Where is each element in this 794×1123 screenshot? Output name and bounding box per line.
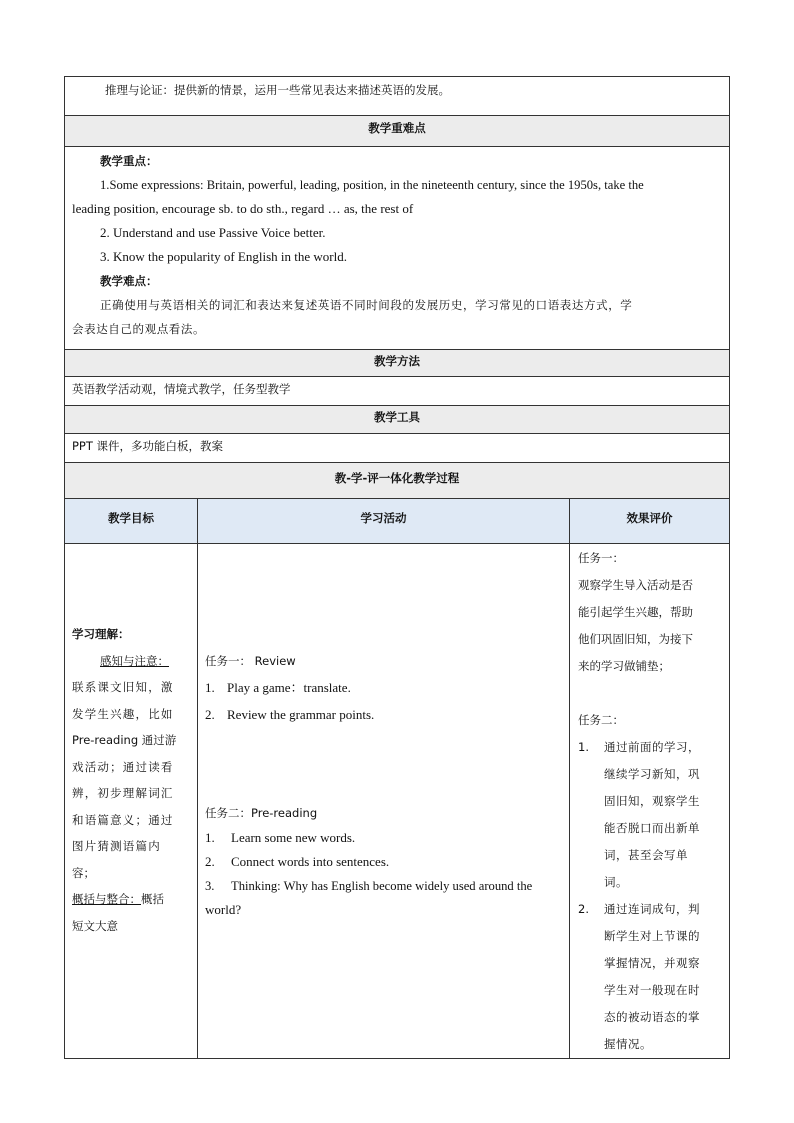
eval-task2-title: 任务二： [578, 713, 624, 727]
evaluation-cell [570, 544, 729, 1058]
goals-subtitle-2-line: 概括与整合：概括 [72, 892, 164, 906]
task2-item-2: 2. Connect words into sentences. [205, 854, 390, 869]
task2-item-3: 3. Thinking: Why has English become widely used around the [205, 879, 533, 893]
key-point-3: 3. Know the popularity of English in the world. [100, 249, 347, 264]
tools-title: 教学工具 [374, 410, 420, 424]
goals-line: 戏活动；通过读看 [72, 759, 174, 774]
goals-last-line: 短文大意 [72, 918, 118, 933]
task2-item-3-tail: world? [205, 902, 242, 917]
process-body [64, 544, 730, 1059]
tools-header [64, 406, 730, 434]
task1-item-2: 2. Review the grammar points. [205, 707, 375, 722]
header-evaluation: 效果评价 [570, 499, 729, 543]
task2-item-1: 1. Learn some new words. [205, 830, 356, 845]
difficult-text-1: 正确使用与英语相关的词汇和表达来复述英语不同时间段的发展历史，学习常见的口语表达方式，学 [100, 298, 633, 312]
goals-line: 容； [72, 865, 95, 880]
tools-text: PPT 课件，多功能白板，教案 [72, 439, 224, 453]
goals-line: 和语篇意义；通过 [72, 812, 174, 827]
activities-cell [198, 544, 570, 1058]
process-header [64, 463, 730, 499]
task1-title: 任务一： Review [205, 654, 296, 668]
tools-content [64, 434, 730, 463]
key-points-label: 教学重点： [100, 154, 158, 168]
key-difficult-content [64, 147, 730, 350]
difficult-points-label: 教学难点： [100, 274, 158, 288]
goals-line: 图片猜测语篇内 [72, 839, 161, 853]
task2-title: 任务二：Pre-reading [205, 806, 318, 820]
goals-cell [65, 544, 198, 1058]
reasoning-row [64, 76, 730, 116]
header-activities: 学习活动 [198, 499, 570, 543]
key-difficult-header [64, 116, 730, 147]
process-column-headers [64, 499, 730, 544]
goals-title: 学习理解： [72, 627, 130, 641]
method-header [64, 350, 730, 377]
header-goals: 教学目标 [65, 499, 198, 543]
eval-line: 观察学生导入活动是否 [578, 578, 693, 592]
key-point-2: 2. Understand and use Passive Voice better. [100, 225, 326, 240]
method-content [64, 377, 730, 406]
goals-line: Pre-reading 通过游 [72, 733, 177, 747]
difficult-text-2: 会表达自己的观点看法。 [72, 322, 206, 336]
reasoning-text: 推理与论证：提供新的情景，运用一些常见表达来描述英语的发展。 [105, 83, 450, 97]
goals-line: 辨，初步理解词汇 [72, 786, 174, 800]
key-difficult-title: 教学重难点 [368, 121, 426, 135]
lesson-plan-table [64, 76, 730, 1059]
eval-task1-title: 任务一： [578, 551, 624, 565]
eval-line: 能引起学生兴趣，帮助 [578, 605, 693, 619]
goals-subtitle-1: 感知与注意： [100, 653, 169, 668]
key-point-1b: leading position, encourage sb. to do sth., regard … as, the rest of [72, 201, 414, 216]
eval-item-2: 2. 通过连词成句，判 断学生对上节课的 掌握情况，并观察 学生对一般现在时 态的被动语态的掌 握情况。 [578, 902, 700, 1051]
key-point-1a: 1.Some expressions: Britain, powerful, leading, position, in the nineteenth century, since the 1950s, take the [100, 178, 644, 192]
goals-line: 发学生兴趣，比如 [72, 706, 174, 721]
task1-item-1: 1. Play a game：translate. [205, 680, 351, 695]
method-title: 教学方法 [374, 354, 420, 368]
method-text: 英语教学活动观，情境式教学，任务型教学 [72, 382, 291, 396]
eval-line: 来的学习做铺垫； [578, 659, 670, 673]
process-title: 教-学-评一体化教学过程 [334, 471, 460, 485]
eval-item-1: 1. 通过前面的学习， 继续学习新知，巩 固旧知，观察学生 能否脱口而出新单 词，甚至会写单 词。 [578, 740, 700, 889]
goals-line: 联系课文旧知，激 [72, 680, 174, 694]
eval-line: 他们巩固旧知，为接下 [578, 632, 693, 646]
